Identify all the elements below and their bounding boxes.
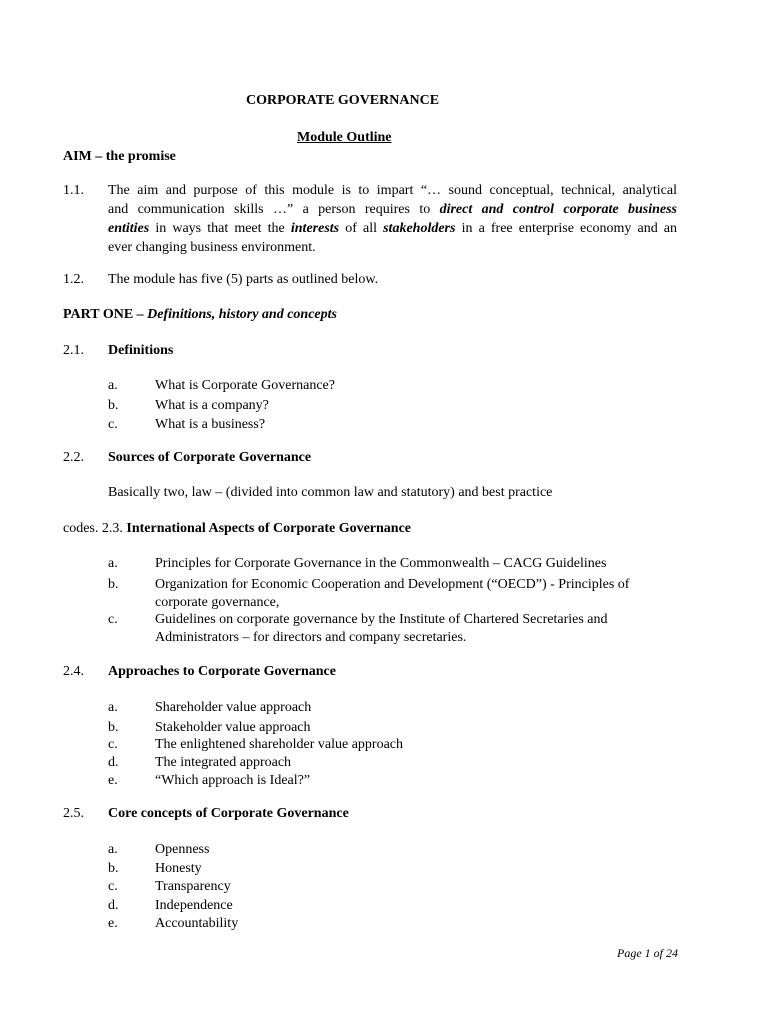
- section-number: 2.4.: [63, 664, 84, 679]
- list-item: The enlightened shareholder value approach: [155, 737, 404, 752]
- paragraph-line: The module has five (5) parts as outlined below.: [108, 272, 379, 287]
- list-item: Guidelines on corporate governance by the Institute of Chartered Secretaries and: [155, 612, 608, 627]
- section-prefix: codes. 2.3.: [63, 521, 127, 536]
- section-heading: Sources of Corporate Governance: [108, 450, 312, 465]
- emphasis-text: entities: [108, 221, 150, 236]
- list-letter: c.: [108, 612, 118, 627]
- list-item: What is a company?: [155, 398, 269, 413]
- list-letter: a.: [108, 700, 118, 715]
- paragraph-line: The aim and purpose of this module is to impart “… sound conceptual, technical, analytical: [108, 183, 677, 198]
- list-item-continuation: Administrators – for directors and company secretaries.: [155, 630, 467, 645]
- list-letter: a.: [108, 556, 118, 571]
- list-item: What is Corporate Governance?: [155, 378, 335, 393]
- section-heading: Definitions: [108, 343, 174, 358]
- para-number: 1.2.: [63, 272, 84, 287]
- list-letter: a.: [108, 378, 118, 393]
- list-letter: b.: [108, 577, 119, 592]
- list-letter: e.: [108, 773, 118, 788]
- paragraph-text: of all: [339, 221, 384, 236]
- emphasis-text: stakeholders: [383, 221, 456, 236]
- paragraph-text: and communication skills …” a person requires to: [108, 202, 440, 217]
- paragraph-text: in ways that meet the: [149, 221, 291, 236]
- list-item: Shareholder value approach: [155, 700, 312, 715]
- emphasis-text: direct and control corporate business: [439, 202, 677, 217]
- list-item-continuation: corporate governance,: [155, 595, 280, 610]
- list-item: “Which approach is Ideal?”: [155, 773, 311, 788]
- paragraph-text: in a free enterprise economy and an: [455, 221, 678, 236]
- list-item: Organization for Economic Cooperation and Development (“OECD”) - Principles of: [155, 577, 630, 592]
- list-item: Stakeholder value approach: [155, 720, 311, 735]
- list-item: What is a business?: [155, 417, 266, 432]
- list-item: The integrated approach: [155, 755, 292, 770]
- list-letter: c.: [108, 879, 118, 894]
- section-number: 2.1.: [63, 343, 84, 358]
- part-heading-rest: Definitions, history and concepts: [147, 307, 337, 322]
- list-item: Accountability: [155, 916, 239, 931]
- section-heading: International Aspects of Corporate Governance: [126, 521, 412, 536]
- list-letter: d.: [108, 755, 119, 770]
- page-number: Page 1 of 24: [617, 946, 678, 960]
- list-item: Transparency: [155, 879, 231, 894]
- para-number: 1.1.: [63, 183, 84, 198]
- section-heading: Approaches to Corporate Governance: [108, 664, 336, 679]
- emphasis-text: interests: [290, 221, 340, 236]
- list-letter: e.: [108, 916, 118, 931]
- part-heading: [63, 306, 337, 324]
- section-heading: Core concepts of Corporate Governance: [108, 806, 349, 821]
- list-item: Openness: [155, 842, 210, 857]
- part-heading-lead: PART ONE –: [63, 307, 148, 322]
- list-letter: c.: [108, 417, 118, 432]
- page-title: CORPORATE GOVERNANCE: [246, 93, 440, 108]
- list-item: Independence: [155, 898, 233, 913]
- list-item: Honesty: [155, 861, 202, 876]
- list-letter: d.: [108, 898, 119, 913]
- paragraph-line: Basically two, law – (divided into common law and statutory) and best practice: [108, 485, 553, 500]
- section-number: 2.5.: [63, 806, 84, 821]
- list-letter: b.: [108, 720, 119, 735]
- list-letter: b.: [108, 398, 119, 413]
- paragraph-line: ever changing business environment.: [108, 240, 316, 255]
- paragraph-line: [108, 220, 677, 238]
- page-subtitle: Module Outline: [297, 130, 392, 145]
- list-item: Principles for Corporate Governance in the Commonwealth – CACG Guidelines: [155, 556, 607, 571]
- section-number: 2.2.: [63, 450, 84, 465]
- list-letter: b.: [108, 861, 119, 876]
- list-letter: c.: [108, 737, 118, 752]
- aim-heading: AIM – the promise: [63, 149, 176, 164]
- section-line: [63, 520, 411, 538]
- list-letter: a.: [108, 842, 118, 857]
- paragraph-line: [108, 201, 677, 219]
